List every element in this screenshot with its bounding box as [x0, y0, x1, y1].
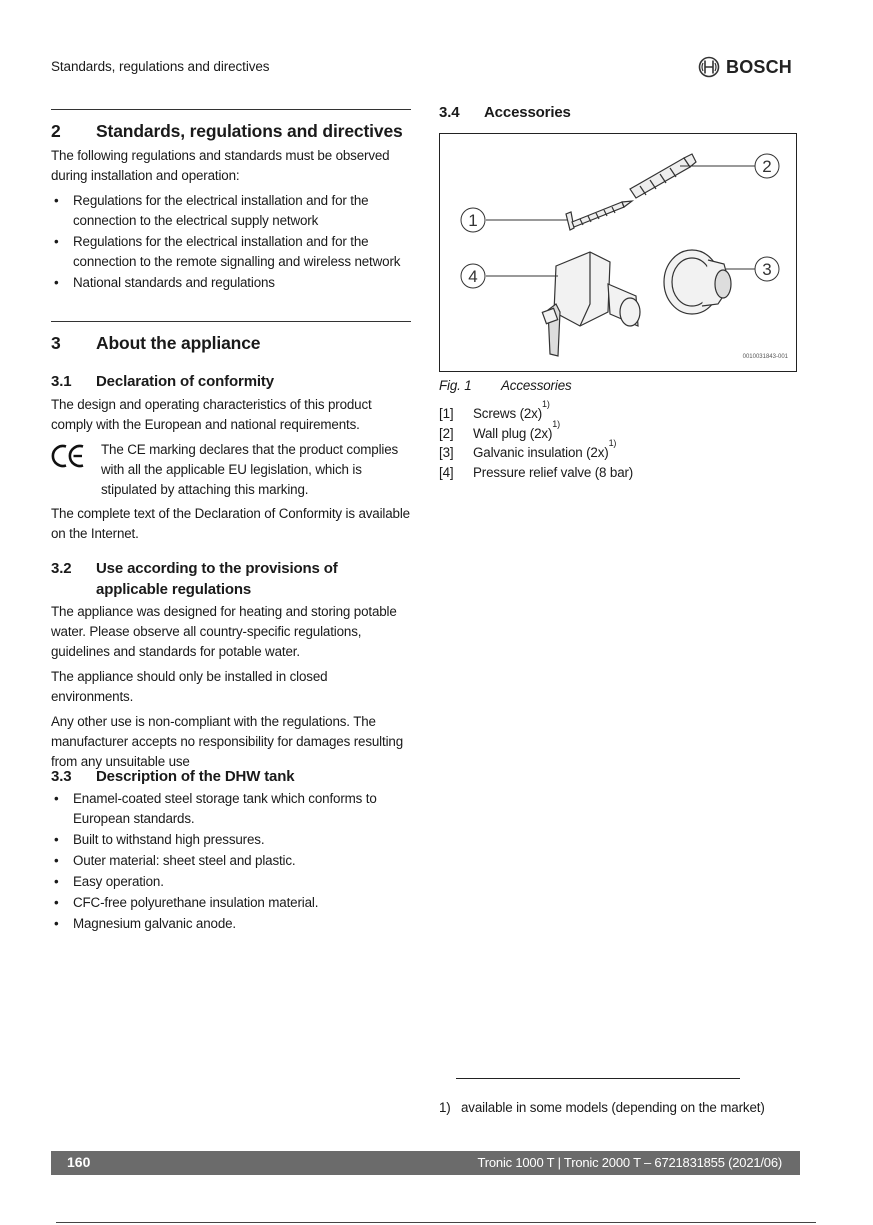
section-2 — [51, 119, 413, 293]
figure-code: 0010031843-001 — [742, 354, 788, 360]
bosch-logo — [698, 56, 792, 78]
accessories-figure — [439, 133, 797, 372]
ce-note — [51, 440, 413, 500]
callout-2: 2 — [762, 157, 772, 176]
figure-caption: Fig. 1 Accessories — [439, 378, 572, 393]
pressure-relief-valve-icon — [542, 252, 640, 356]
section-3-3-heading: 3.3 Description of the DHW tank — [51, 768, 295, 785]
section-3-2 — [51, 558, 413, 772]
list-item: • Easy operation. — [54, 874, 164, 889]
list-item: • Outer material: sheet steel and plastic. — [54, 853, 296, 868]
section-3-2-text-2: The appliance should only be installed in closed environments. — [51, 669, 328, 704]
section-2-heading: 2 Standards, regulations and directives — [51, 121, 403, 141]
page-number: 160 — [67, 1154, 91, 1170]
list-item: • Built to withstand high pressures. — [54, 832, 265, 847]
section-3 — [51, 331, 413, 355]
list-item: • Enamel-coated steel storage tank which conforms to European standards. — [54, 791, 377, 826]
list-item: • Regulations for the electrical installation and for the connection to the electrical supply network — [54, 193, 369, 228]
section-3-2-text-1: The appliance was designed for heating and storing potable water. Please observe all country-specific regulations, guidelines and standards for potable water. — [51, 604, 397, 659]
section-3-1 — [51, 371, 413, 544]
legend-item: [1] Screws (2x) 1) — [439, 399, 550, 421]
legend-item: [2] Wall plug (2x) 1) — [439, 418, 560, 441]
brand-name: BOSCH — [726, 56, 793, 77]
section-3-1-text: The design and operating characteristics of this product comply with the European and national requirements. — [51, 397, 372, 432]
list-item: • Regulations for the electrical installation and for the connection to the remote signalling and wireless network — [54, 234, 401, 269]
section-3-1-text-2: The complete text of the Declaration of Conformity is available on the Internet. — [51, 506, 410, 541]
list-item: • National standards and regulations — [54, 275, 275, 290]
accessories-illustration — [440, 134, 796, 371]
callout-4: 4 — [468, 267, 478, 286]
footnote-rule — [456, 1078, 740, 1079]
document-reference: Tronic 1000 T | Tronic 2000 T – 6721831855 (2021/06) — [477, 1155, 782, 1170]
page-footer — [51, 1151, 800, 1175]
section-3-2-text-3: Any other use is non-compliant with the regulations. The manufacturer accepts no responsibility for damages resulting from any unsuitable use — [51, 714, 403, 769]
list-item: • Magnesium galvanic anode. — [54, 916, 236, 931]
list-item: • CFC-free polyurethane insulation material. — [54, 895, 319, 910]
callout-1: 1 — [468, 211, 478, 230]
section-rule — [51, 321, 411, 322]
section-2-intro: The following regulations and standards must be observed during installation and operation: — [51, 148, 390, 183]
section-3-3 — [51, 766, 413, 934]
bottom-rule — [56, 1222, 816, 1223]
galvanic-insulation-icon — [664, 250, 731, 314]
section-3-2-heading: 3.2 Use according to the provisions of applicable regulations — [51, 560, 338, 598]
section-rule — [51, 109, 411, 110]
legend-item: [4] Pressure relief valve (8 bar) — [439, 464, 634, 480]
section-3-4-heading: 3.4 Accessories — [439, 104, 571, 121]
callout-3: 3 — [762, 260, 772, 279]
wall-plug-icon — [630, 154, 696, 198]
section-3-3-list — [51, 789, 413, 934]
section-3-1-heading: 3.1 Declaration of conformity — [51, 373, 274, 390]
ce-text: The CE marking declares that the product complies with all the applicable EU legislation, which is stipulated by attaching this marking. — [101, 442, 399, 497]
running-header: Standards, regulations and directives — [51, 59, 270, 74]
bosch-armature-icon — [698, 56, 720, 78]
section-2-list — [51, 191, 413, 293]
footnote: 1) available in some models (depending on the market) — [439, 1100, 765, 1115]
section-3-heading: 3 About the appliance — [51, 333, 261, 353]
figure-legend — [439, 399, 799, 482]
screw-icon — [566, 201, 632, 230]
section-3-4 — [439, 102, 799, 123]
ce-mark-icon — [51, 440, 101, 500]
legend-item: [3] Galvanic insulation (2x) 1) — [439, 438, 617, 460]
